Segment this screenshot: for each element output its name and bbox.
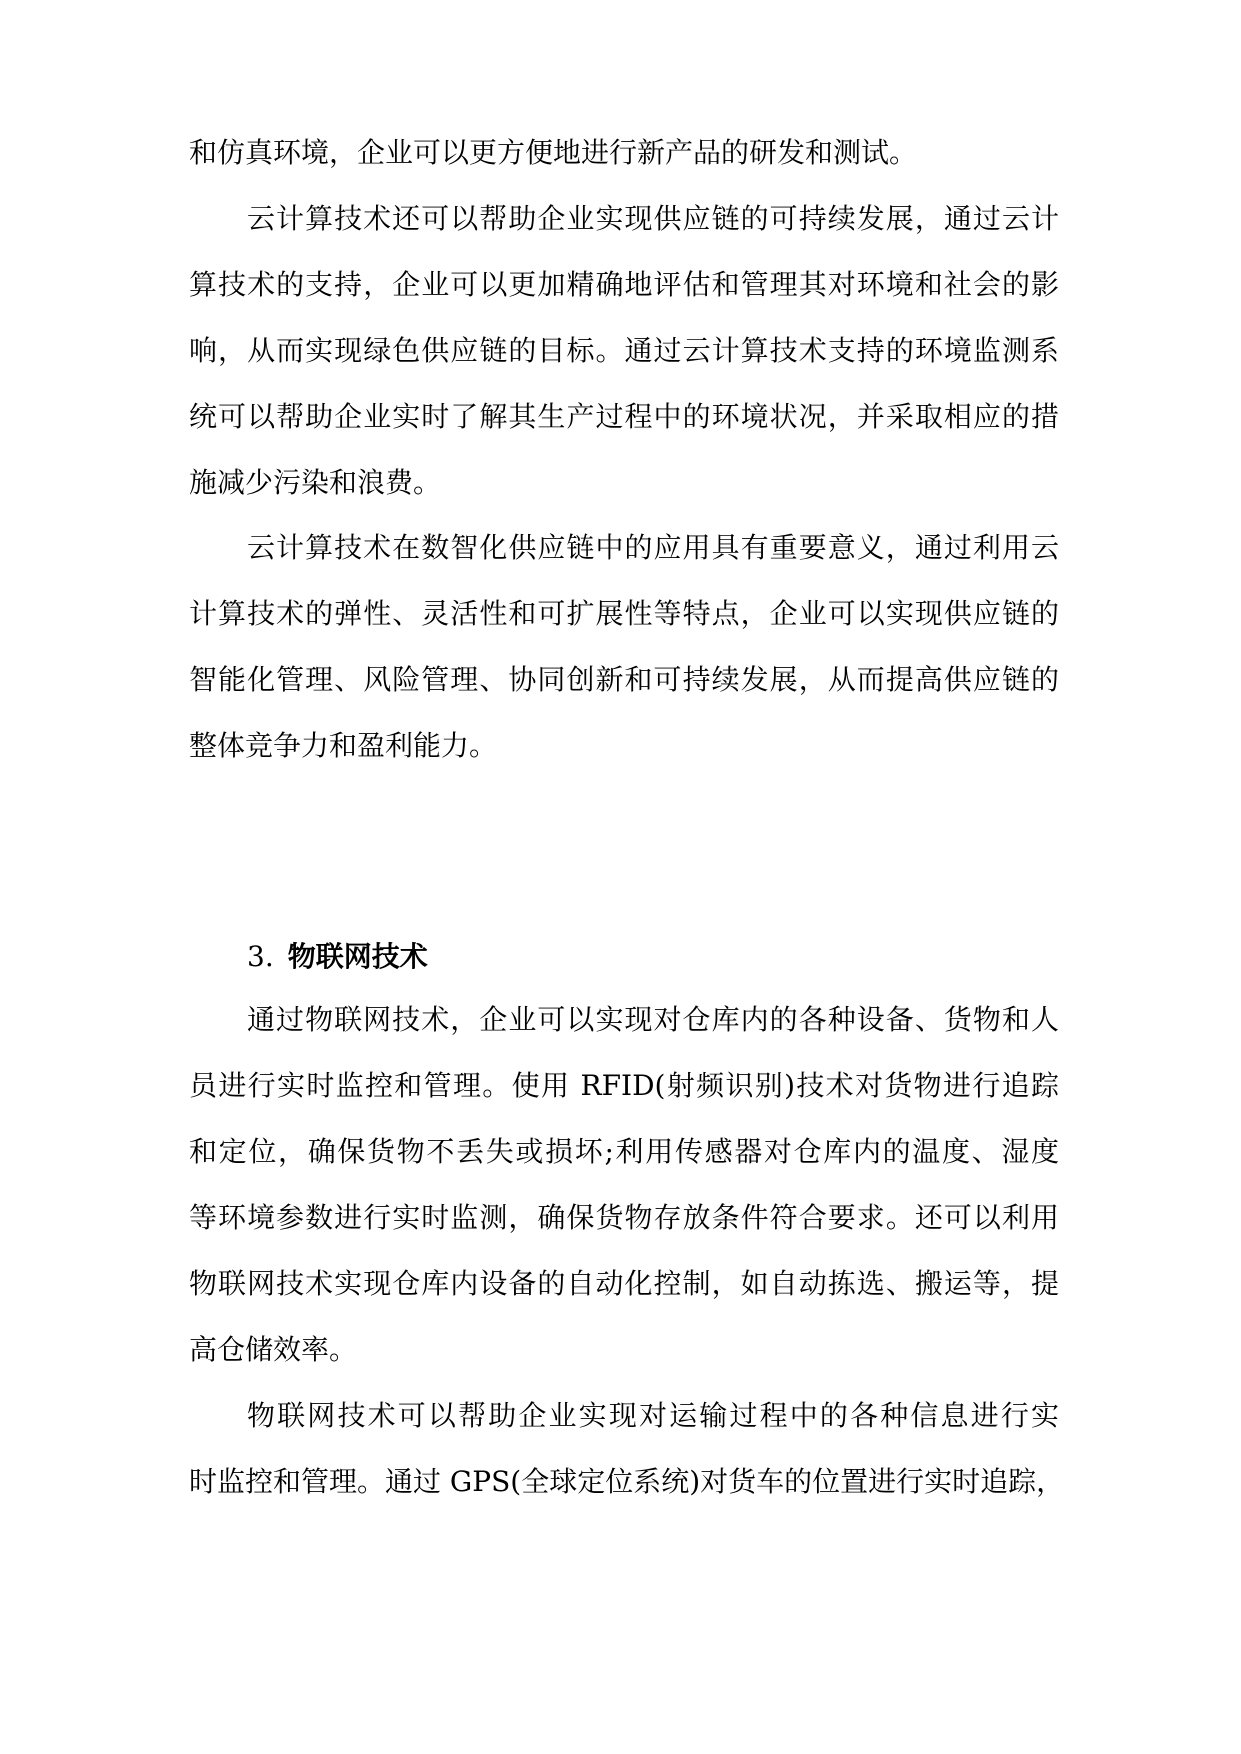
- section-heading: [247, 937, 428, 977]
- paragraph-line: 算技术的支持，企业可以更加精确地评估和管理其对环境和社会的影: [189, 268, 1059, 301]
- paragraph-line: 云计算技术还可以帮助企业实现供应链的可持续发展，通过云计: [247, 202, 1059, 235]
- paragraph-line: 响，从而实现绿色供应链的目标。通过云计算技术支持的环境监测系: [189, 334, 1059, 367]
- paragraph-line: 高仓储效率。: [189, 1333, 358, 1366]
- paragraph-line: 等环境参数进行实时监测，确保货物存放条件符合要求。还可以利用: [189, 1201, 1059, 1234]
- paragraph-line: 云计算技术在数智化供应链中的应用具有重要意义，通过利用云: [247, 531, 1059, 564]
- paragraph-line: 物联网技术可以帮助企业实现对运输过程中的各种信息进行实: [247, 1399, 1059, 1432]
- section-number: 3.: [247, 940, 274, 973]
- paragraph-line: 整体竞争力和盈利能力。: [189, 729, 498, 762]
- paragraph-line: 和定位，确保货物不丢失或损坏;利用传感器对仓库内的温度、湿度: [189, 1135, 1059, 1168]
- paragraph-line: 施减少污染和浪费。: [189, 466, 442, 499]
- paragraph-line: 计算技术的弹性、灵活性和可扩展性等特点，企业可以实现供应链的: [189, 597, 1059, 630]
- section-title: 物联网技术: [287, 940, 428, 973]
- paragraph-line: 通过物联网技术，企业可以实现对仓库内的各种设备、货物和人: [247, 1003, 1059, 1036]
- paragraph-line: 时监控和管理。通过 GPS(全球定位系统)对货车的位置进行实时追踪，: [189, 1465, 1065, 1498]
- paragraph-line: 统可以帮助企业实时了解其生产过程中的环境状况，并采取相应的措: [189, 400, 1059, 433]
- paragraph-line: 和仿真环境，企业可以更方便地进行新产品的研发和测试。: [189, 136, 918, 169]
- paragraph-line: 智能化管理、风险管理、协同创新和可持续发展，从而提高供应链的: [189, 663, 1059, 696]
- paragraph-line: 物联网技术实现仓库内设备的自动化控制，如自动拣选、搬运等，提: [189, 1267, 1059, 1300]
- paragraph-line: 员进行实时监控和管理。使用 RFID(射频识别)技术对货物进行追踪: [189, 1069, 1059, 1102]
